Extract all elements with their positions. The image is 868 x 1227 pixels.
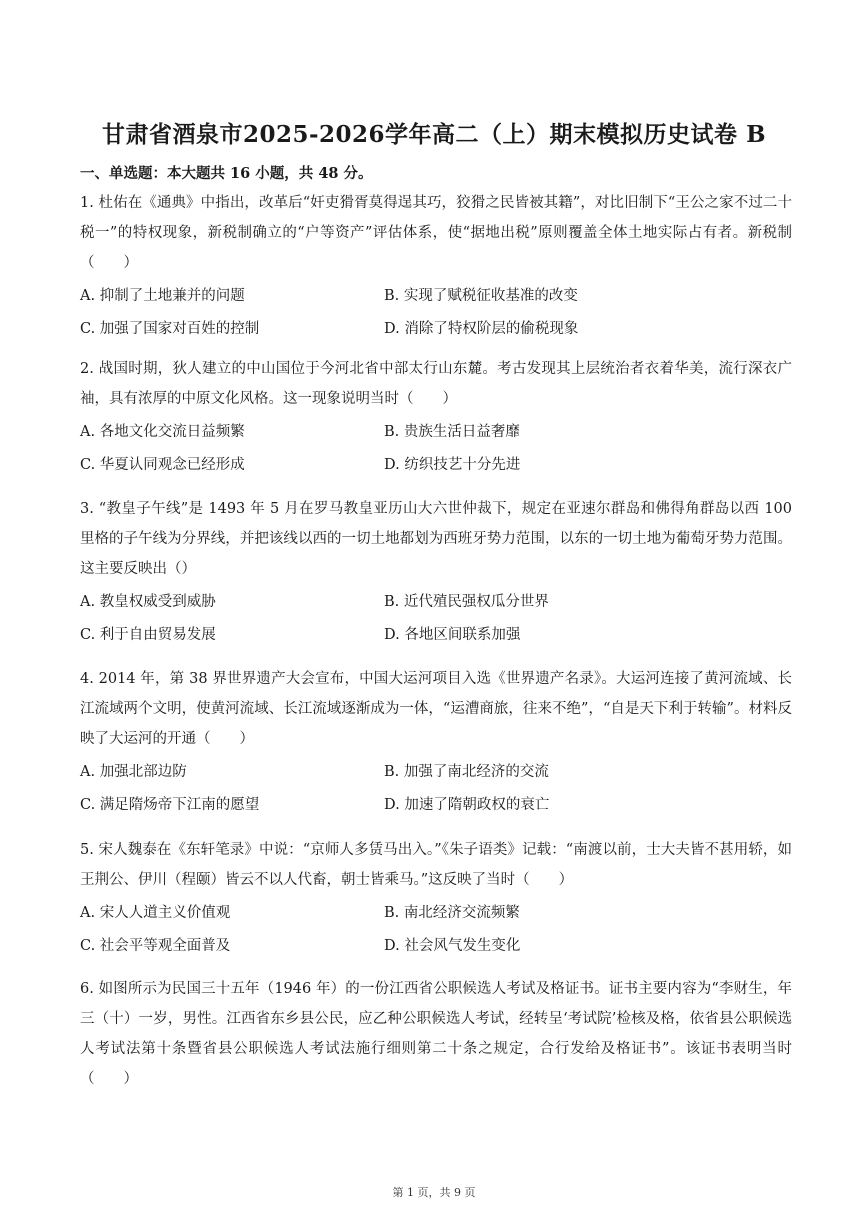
question-stem: 5. 宋人魏泰在《东轩笔录》中说：“京师人多赁马出入。”《朱子语类》记载：“南渡以前，士大夫皆不甚用轿，如王荆公、伊川（程颐）皆云不以人代畜，朝士皆乘马。”这反映了当时（ ）	[80, 842, 792, 888]
question-2	[80, 354, 792, 483]
option-a[interactable]: A. 各地文化交流日益频繁	[80, 424, 245, 440]
options-grid	[80, 417, 792, 483]
option-a[interactable]: A. 宋人人道主义价值观	[80, 905, 231, 921]
option-a[interactable]: A. 教皇权威受到威胁	[80, 594, 216, 610]
option-c[interactable]: C. 华夏认同观念已经形成	[80, 457, 245, 473]
options-grid	[80, 757, 792, 823]
option-b[interactable]: B. 加强了南北经济的交流	[384, 764, 549, 780]
question-stem: 4. 2014 年，第 38 界世界遗产大会宣布，中国大运河项目入选《世界遗产名录》。大运河连接了黄河流域、长江流域两个文明，使黄河流域、长江流域逐渐成为一体，“运漕商旅，往来不绝”，“自是天下利于转输”。材料反映了大运河的开通（ ）	[80, 671, 792, 747]
option-d[interactable]: D. 纺织技艺十分先进	[384, 457, 521, 473]
question-stem: 6. 如图所示为民国三十五年（1946 年）的一份江西省公职候选人考试及格证书。证书主要内容为“李财生，年三（十）一岁，男性。江西省东乡县公民，应乙种公职候选人考试，经转呈‘考试院’检核及格，依省县公职候选人考试法第十条暨省县公职候选人考试法施行细则第二十条之规定，合行发给及格证书”。该证书表明当时（ ）	[80, 981, 792, 1087]
option-c[interactable]: C. 利于自由贸易发展	[80, 627, 216, 643]
options-grid	[80, 587, 792, 653]
page-number: 第 1 页，共 9 页	[392, 1186, 476, 1199]
option-d[interactable]: D. 各地区间联系加强	[384, 627, 521, 643]
question-4	[80, 664, 792, 823]
option-b[interactable]: B. 实现了赋税征收基准的改变	[384, 288, 578, 304]
question-6	[80, 974, 792, 1094]
option-c[interactable]: C. 满足隋炀帝下江南的愿望	[80, 797, 260, 813]
question-3	[80, 494, 792, 653]
options-grid	[80, 281, 792, 347]
question-stem: 3. “教皇子午线”是 1493 年 5 月在罗马教皇亚历山大六世仲裁下，规定在亚速尔群岛和佛得角群岛以西 100 里格的子午线为分界线，并把该线以西的一切土地都划为西班牙势力范围，以东的一切土地为葡萄牙势力范围。这主要反映出（）	[80, 501, 792, 577]
option-b[interactable]: B. 近代殖民强权瓜分世界	[384, 594, 549, 610]
question-stem: 2. 战国时期，狄人建立的中山国位于今河北省中部太行山东麓。考古发现其上层统治者衣着华美，流行深衣广袖，具有浓厚的中原文化风格。这一现象说明当时（ ）	[80, 361, 792, 407]
question-1	[80, 188, 792, 347]
option-d[interactable]: D. 加速了隋朝政权的衰亡	[384, 797, 550, 813]
options-grid	[80, 898, 792, 964]
section-heading: 一、单选题：本大题共 16 小题，共 48 分。	[80, 165, 373, 182]
option-b[interactable]: B. 南北经济交流频繁	[384, 905, 520, 921]
option-c[interactable]: C. 社会平等观全面普及	[80, 938, 231, 954]
option-a[interactable]: A. 抑制了土地兼并的问题	[80, 288, 245, 304]
question-5	[80, 835, 792, 964]
option-b[interactable]: B. 贵族生活日益奢靡	[384, 424, 520, 440]
exam-title: 甘肃省酒泉市2025-2026学年高二（上）期末模拟历史试卷 B	[101, 121, 767, 148]
option-a[interactable]: A. 加强北部边防	[80, 764, 187, 780]
option-d[interactable]: D. 社会风气发生变化	[384, 938, 521, 954]
question-stem: 1. 杜佑在《通典》中指出，改革后“奸吏猾胥莫得逞其巧，狡猾之民皆被其籍”，对比旧制下“王公之家不过二十税一”的特权现象，新税制确立的“户等资产”评估体系，使“据地出税”原则覆盖全体土地实际占有者。新税制（ ）	[80, 195, 792, 271]
option-c[interactable]: C. 加强了国家对百姓的控制	[80, 321, 260, 337]
option-d[interactable]: D. 消除了特权阶层的偷税现象	[384, 321, 579, 337]
